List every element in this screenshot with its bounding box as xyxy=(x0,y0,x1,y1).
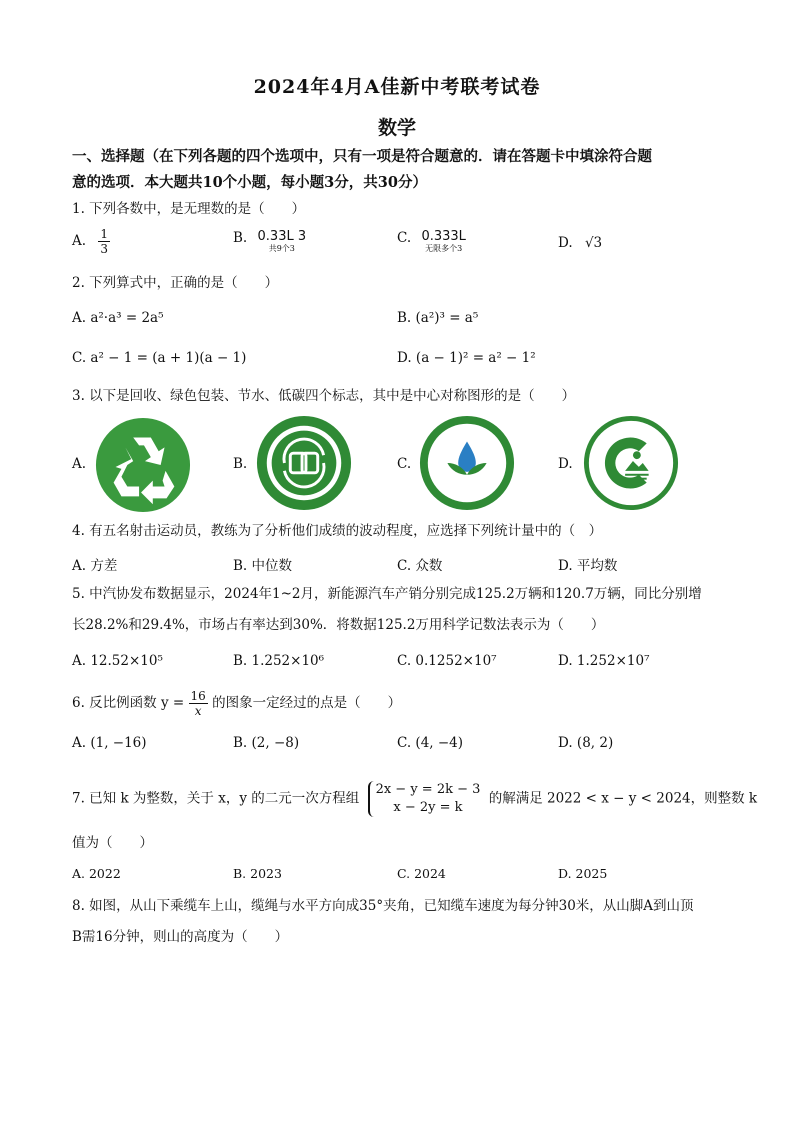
q1-option-c xyxy=(397,230,466,254)
q7-option-b: B. 2023 xyxy=(233,866,282,881)
q6-option-c: C. (4, −4) xyxy=(397,735,464,751)
section-heading-line2: 意的选项．本大题共10个小题，每小题3分，共30分） xyxy=(72,174,427,191)
green-packaging-logo-icon xyxy=(255,414,353,512)
q1-c-note: 无限多个3 xyxy=(425,244,463,253)
q1-option-d-letter: D. xyxy=(558,235,573,251)
q8-line1: 8. 如图，从山下乘缆车上山，缆绳与水平方向成35°夹角，已知缆车速度为每分钟30米，从山脚A到山顶 xyxy=(72,898,694,914)
q6-option-a: A. (1, −16) xyxy=(72,735,147,751)
q5-option-c: C. 0.1252×10⁷ xyxy=(397,653,497,669)
q1-option-d xyxy=(558,235,602,251)
q5-option-a: A. 12.52×10⁵ xyxy=(72,653,163,669)
q4-option-a: A. 方差 xyxy=(72,558,118,574)
low-carbon-logo-icon xyxy=(582,414,680,512)
q4-option-b: B. 中位数 xyxy=(233,558,293,574)
q1-d-value: √3 xyxy=(584,235,603,251)
q1-b-value: 0.33L 3 xyxy=(257,229,307,244)
q2-stem: 2. 下列算式中，正确的是（ ） xyxy=(72,275,279,291)
section-heading-line1: 一、选择题（在下列各题的四个选项中，只有一项是符合题意的．请在答题卡中填涂符合题 xyxy=(72,148,652,165)
q4-stem: 4. 有五名射击运动员，教练为了分析他们成绩的波动程度，应选择下列统计量中的（ ） xyxy=(72,523,603,539)
q7-stem-post: 的解满足 2022 < x − y < 2024，则整数 k xyxy=(488,790,758,807)
q1-a-denominator: 3 xyxy=(100,242,108,256)
recycle-logo-icon xyxy=(94,416,192,514)
q7-stem-pre: 7. 已知 k 为整数，关于 x，y 的二元一次方程组 xyxy=(72,790,360,807)
q7-eq2: x − 2y = k xyxy=(393,800,463,815)
q1-option-a xyxy=(72,227,110,256)
q1-stem: 1. 下列各数中，是无理数的是（ ） xyxy=(72,201,306,217)
q1-option-c-letter: C. xyxy=(397,230,412,246)
q4-option-d: D. 平均数 xyxy=(558,558,618,574)
q2-option-c: C. a² − 1 = (a + 1)(a − 1) xyxy=(72,350,247,366)
q3-option-d-letter: D. xyxy=(558,456,573,472)
q7-stem xyxy=(72,781,758,817)
q7-eq1: 2x − y = 2k − 3 xyxy=(375,782,481,797)
q5-option-d: D. 1.252×10⁷ xyxy=(558,653,650,669)
q3-option-a-letter: A. xyxy=(72,456,87,472)
q1-option-a-fraction xyxy=(98,227,110,256)
q6-option-b: B. (2, −8) xyxy=(233,735,300,751)
q7-equation-system xyxy=(368,781,481,817)
q2-option-d: D. (a − 1)² = a² − 1² xyxy=(397,350,536,366)
q1-option-b xyxy=(233,230,306,254)
q6-fraction xyxy=(189,689,208,718)
subject-title: 数学 xyxy=(377,117,416,139)
q5-option-b: B. 1.252×10⁶ xyxy=(233,653,325,669)
q5-line2: 长28.2%和29.4%，市场占有率达到30%．将数据125.2万用科学记数法表示为（ ） xyxy=(72,617,605,633)
q6-stem xyxy=(72,688,732,718)
q4-option-c: C. 众数 xyxy=(397,558,443,574)
q3-option-b-letter: B. xyxy=(233,456,248,472)
q1-option-a-letter: A. xyxy=(72,233,87,249)
q7-option-a: A. 2022 xyxy=(72,866,121,881)
q7-option-c: C. 2024 xyxy=(397,866,446,881)
q6-stem-post: 的图象一定经过的点是（ ） xyxy=(212,695,402,711)
water-saving-logo-icon xyxy=(418,414,516,512)
q1-a-numerator: 1 xyxy=(100,227,108,241)
q6-frac-denominator: x xyxy=(194,704,202,718)
q3-stem: 3. 以下是回收、绿色包装、节水、低碳四个标志，其中是中心对称图形的是（ ） xyxy=(72,388,576,404)
q7-option-d: D. 2025 xyxy=(558,866,608,881)
q1-b-note: 共9个3 xyxy=(268,244,295,253)
q7-line2: 值为（ ） xyxy=(72,835,153,851)
q2-option-a: A. a²·a³ = 2a⁵ xyxy=(72,310,164,326)
q8-line2: B需16分钟，则山的高度为（ ） xyxy=(72,929,289,945)
q2-option-b: B. (a²)³ = a⁵ xyxy=(397,310,479,326)
q6-stem-pre: 6. 反比例函数 y = xyxy=(72,695,185,711)
q6-option-d: D. (8, 2) xyxy=(558,735,614,751)
q3-option-c-letter: C. xyxy=(397,456,412,472)
exam-title: 2024年4月A佳新中考联考试卷 xyxy=(253,76,541,98)
q1-option-b-letter: B. xyxy=(233,230,248,246)
q5-line1: 5. 中汽协发布数据显示，2024年1~2月，新能源汽车产销分别完成125.2万辆和120.7万辆，同比分别增 xyxy=(72,586,702,602)
q6-frac-numerator: 16 xyxy=(190,689,206,703)
q1-c-value: 0.333L xyxy=(421,229,466,244)
